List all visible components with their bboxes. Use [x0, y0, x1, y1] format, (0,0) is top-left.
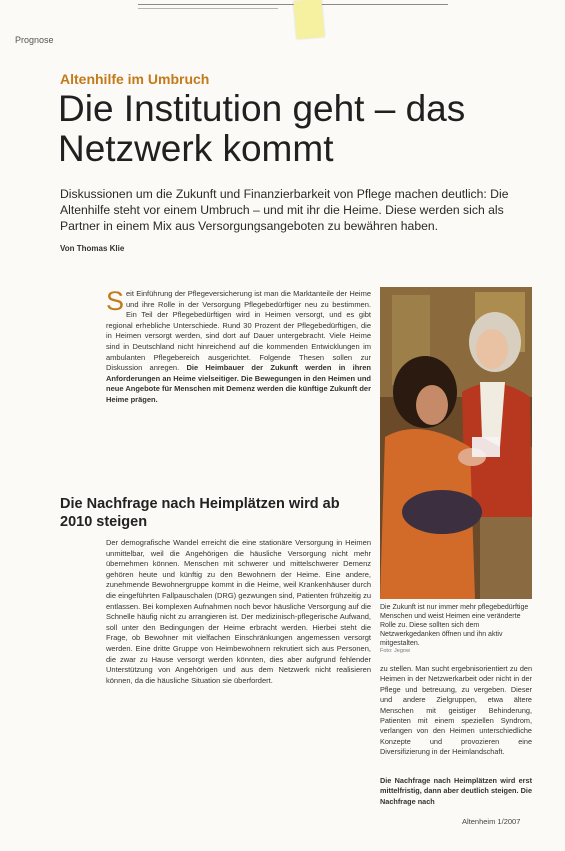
page-footer: Altenheim 1/2007 — [462, 817, 521, 826]
photo-illustration — [380, 287, 532, 599]
article-photo — [380, 287, 532, 599]
sticky-note — [293, 0, 324, 39]
top-rule-secondary — [138, 8, 278, 9]
headline: Die Institution geht – das Netzwerk kommt — [58, 88, 466, 169]
photo-caption: Die Zukunft ist nur immer mehr pflegebedürftige Menschen und weist Heimen eine veränderte Rolle zu. Diese sollten sich dem Netzwerkgedanken öffnen und ihn aktiv mitgestalten. — [380, 604, 529, 647]
section-label: Prognose — [15, 35, 54, 45]
lead-paragraph: Diskussionen um die Zukunft und Finanzierbarkeit von Pflege machen deutlich: Die Altenhilfe steht vor einem Umbruch – und mit ihr die Heime. Diese werden sich als Partner in einem Mix aus Versorgungsangeboten zu bewähren haben. — [60, 187, 509, 233]
column1-body: Der demografische Wandel erreicht die eine stationäre Versorgung in Heimen unmittelbar, weil die Angehörigen die häusliche Versorgung nicht mehr übernehmen können. Menschen mit schwerer und mittelschwerer Demenz gehören heute und künftig zu den Bewohnern der Heime. Eine andere, zunehmende Bewohnergruppe kommt in die Heime, weil Krankenhäuser durch die eingeführten Fallpauschalen (DRG) gezwungen sind, Patienten frühzeitig zu entlassen. Bei komplexen Aufnahmen noch bevor häusliche Versorgung auf die Schnelle häufig nicht zu arrangieren ist. Der medizinisch-pflegerische Aufwand, soll unter den Bedingungen der Heime erbracht werden. Hierbei steht die Frage, ob Bewohner mit vielfachen Einschränkungen angemessen versorgt werden. Eine dritte Gruppe von Heimbewohnern rekrutiert sich aus Personen, die zwar zu Hause versorgt werden könnten, dies aber aufgrund fehlender Unterstützung von Angehörigen und aus dem Netzwerk nicht realisieren können, da die häusliche Situation sie überfordert. — [106, 538, 371, 685]
thesis-1: Die Heimbauer der Zukunft werden in ihren Anforderungen an Heime vielseitiger. Die Bewegungen in den Heimen und neue Angebote für Menschen mit Demenz werden die künftige Zukunft der Heime prägen. — [106, 363, 371, 404]
column1-intro: Seit Einführung der Pflegeversicherung ist man die Marktanteile der Heime und ihre Rolle in der Versorgung Pflegebedürftiger neu zu bestimmen. Ein Teil der Pflegebedürftigen wird in Heimen versorgt, und es gibt regional erhebliche Unterschiede. Rund 30 Prozent der Pflegebedürftigen, die in Heimen versorgt werden, sind dort auf Dauer untergebracht. Viele Heime sind in Deutschland nicht hinreichend auf die kommenden Entwicklungen im ambulanten Pflegebereich ausgerichtet. Folgende Thesen sollen zur Diskussion anregen. Die Heimbauer der Zukunft werden in ihren Anforderungen an Heime vielseitiger. Die Bewegungen in den Heimen und neue Angebote für Menschen mit Demenz werden die künftige Zukunft der Heime prägen. — [106, 286, 371, 404]
column2-body: zu stellen. Man sucht ergebnisorientiert zu den Heimen in der Netzwerkarbeit oder nicht in der Pflege und betreuung, zu vergeben. Dieser und andere Zielgruppen, etwa ältere Menschen mit geistiger Behinderung, Patienten mit einem speziellen Syndrom, verlangen von den Heimen unterschiedliche Konzepte und provozieren eine Diversifizierung in der Heimlandschaft. — [380, 664, 532, 757]
column2-thesis: Die Nachfrage nach Heimplätzen wird erst mittelfristig, dann aber deutlich steigen. Die Nachfrage nach — [380, 776, 532, 806]
photo-credit: Foto: Jegow — [380, 648, 410, 654]
byline: Von Thomas Klie — [60, 244, 125, 253]
subheading: Die Nachfrage nach Heimplätzen wird ab 2010 steigen — [60, 496, 340, 530]
kicker: Altenhilfe im Umbruch — [60, 71, 210, 87]
